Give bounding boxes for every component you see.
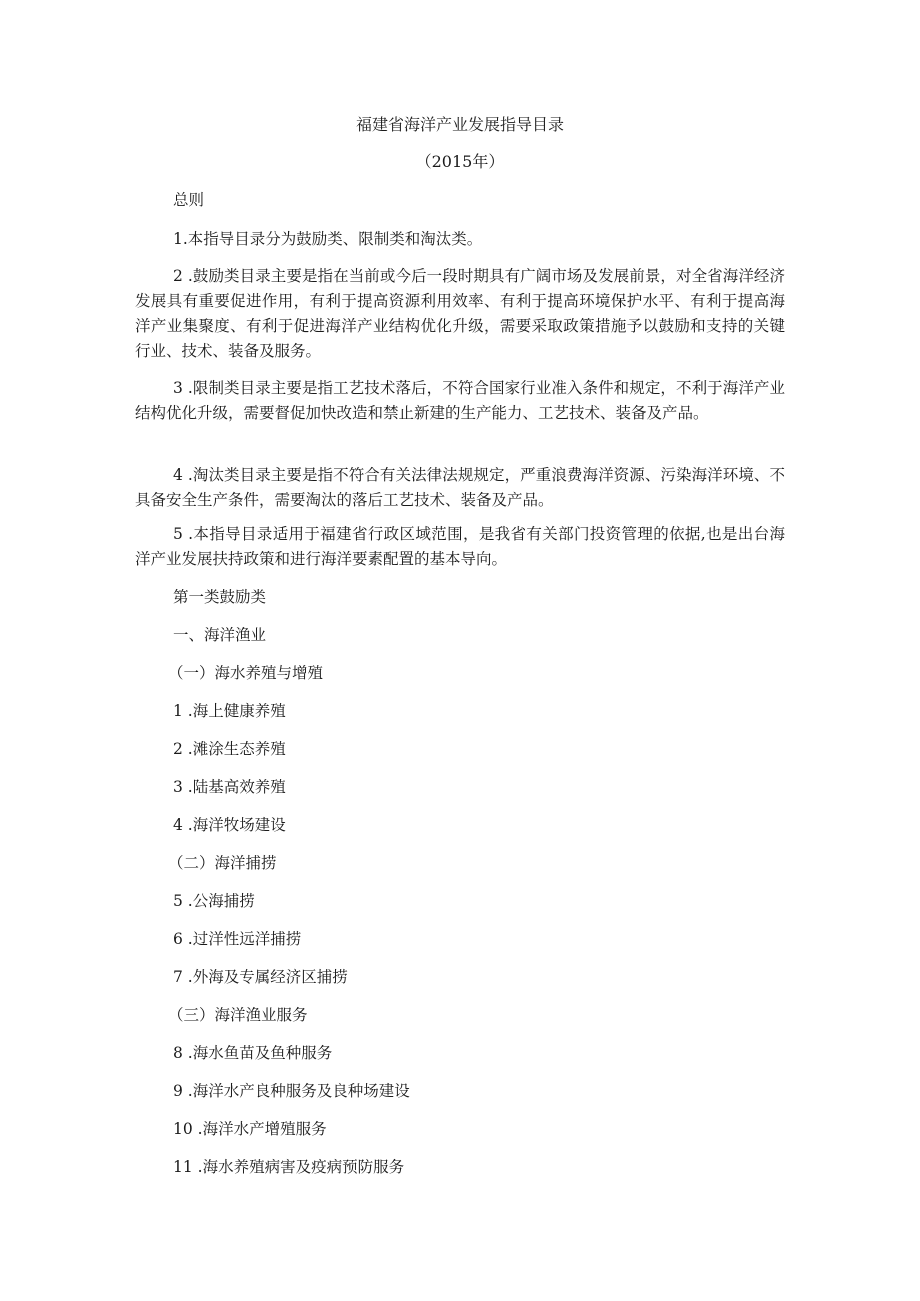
list-item: 5 .公海捕捞 bbox=[173, 892, 255, 910]
list-item: 10 .海洋水产增殖服务 bbox=[173, 1120, 327, 1138]
list-item: 3 .陆基高效养殖 bbox=[173, 778, 286, 796]
list-item: 7 .外海及专属经济区捕捞 bbox=[173, 968, 348, 986]
list-item: 11 .海水养殖病害及疫病预防服务 bbox=[173, 1158, 405, 1176]
list-item: 2 .滩涂生态养殖 bbox=[173, 740, 286, 758]
list-item: 6 .过洋性远洋捕捞 bbox=[173, 930, 302, 948]
subsection-heading: （三）海洋渔业服务 bbox=[168, 1006, 308, 1024]
rule-1: 1.本指导目录分为鼓励类、限制类和淘汰类。 bbox=[173, 230, 483, 248]
list-item: 9 .海洋水产良种服务及良种场建设 bbox=[173, 1082, 410, 1100]
list-item: 4 .海洋牧场建设 bbox=[173, 816, 286, 834]
rule-4: 4 .淘汰类目录主要是指不符合有关法律法规规定，严重浪费海洋资源、污染海洋环境、不具备安全生产条件，需要淘汰的落后工艺技术、装备及产品。 bbox=[135, 466, 785, 509]
rule-2: 2 .鼓励类目录主要是指在当前或今后一段时期具有广阔市场及发展前景，对全省海洋经济发展具有重要促进作用，有利于提高资源利用效率、有利于提高环境保护水平、有利于提高海洋产业集聚度、有利于促进海洋产业结构优化升级，需要采取政策措施予以鼓励和支持的关键行业、技术、装备及服务。 bbox=[135, 267, 785, 360]
subsection-heading: （一）海水养殖与增殖 bbox=[168, 664, 324, 682]
rule-5: 5 .本指导目录适用于福建省行政区域范围，是我省有关部门投资管理的依据,也是出台海洋产业发展扶持政策和进行海洋要素配置的基本导向。 bbox=[135, 525, 785, 568]
subsection-heading: （二）海洋捕捞 bbox=[168, 854, 277, 872]
document-title: 福建省海洋产业发展指导目录 bbox=[355, 115, 564, 134]
list-item: 8 .海水鱼苗及鱼种服务 bbox=[173, 1044, 333, 1062]
section-heading: 一、海洋渔业 bbox=[173, 626, 267, 644]
document-year: （2015年） bbox=[415, 152, 505, 171]
rule-3: 3 .限制类目录主要是指工艺技术落后，不符合国家行业准入条件和规定，不利于海洋产业结构优化升级，需要督促加快改造和禁止新建的生产能力、工艺技术、装备及产品。 bbox=[135, 379, 785, 422]
category-heading: 第一类鼓励类 bbox=[173, 588, 267, 606]
general-heading: 总则 bbox=[173, 191, 205, 209]
list-item: 1 .海上健康养殖 bbox=[173, 702, 286, 720]
